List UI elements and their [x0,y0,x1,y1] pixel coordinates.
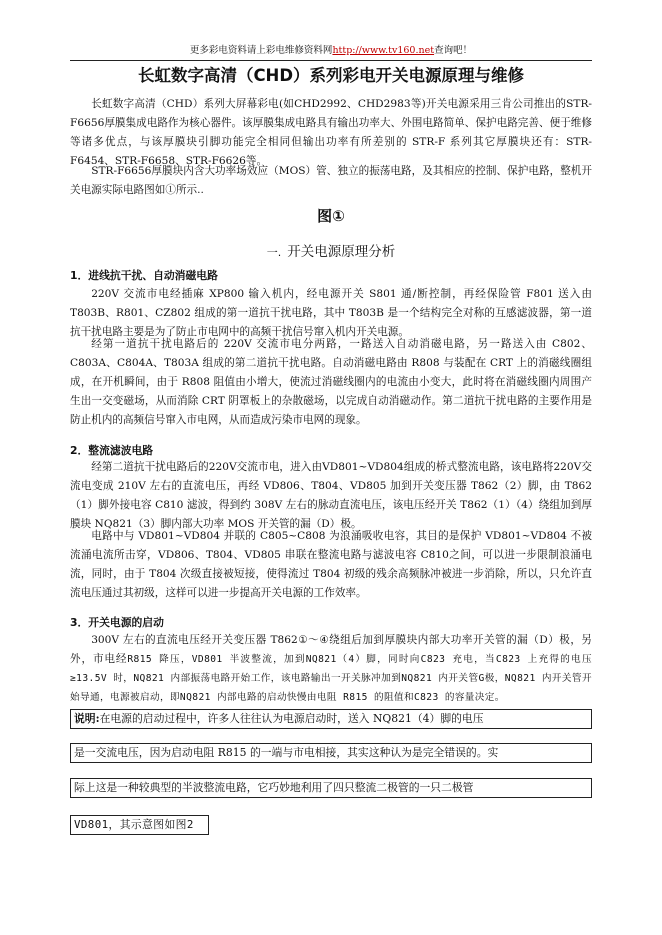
document-title: 长虹数字高清（CHD）系列彩电开关电源原理与维修 [137,66,525,85]
subsection-3-mono-text: R815 降压，VD801 半波整流，加到NQ821（4）脚，同时向C823 充电，当C823 上充得的电压≥13.5V 时，NQ821 内部振荡电路开始工作，该电路输出一开关脉冲加到NQ821 内开关管G极，NQ821 内开关管开始导通，电源被启动，即NQ821 内部电路的启动快慢由电阻 R815 的阻值和C823 的容量决定。 [70,654,592,703]
intro-paragraph-2: STR-F6656厚膜块内含大功率场效应（MOS）管、独立的振荡电路，及其相应的控制、保护电路，整机开关电源实际电路图如①所示.. [70,165,592,196]
top-banner [70,44,592,61]
subsection-2-paragraph-1: 经第二道抗干扰电路后的220V交流市电，进入由VD801~VD804组成的桥式整流电路，该电路将220V交流电变成 210V 左右的直流电压，再经 VD806、T804、VD805 加到开关变压器 T862（2）脚，由 T862（1）脚外接电容 C810 滤波，得到约 308V 左右的脉动直流电压，该电压经开关 T862（1）（4）绕组加到厚膜块 NQ821（3）脚内部大功率 MOS 开关管的漏（D）极。 [70,461,592,530]
banner-suffix: 查询吧！ [434,45,473,56]
subsection-2-paragraph-2: 电路中与 VD801~VD804 并联的 C805~C808 为浪涌吸收电容，其目的是保护 VD801~VD804 不被流涌电流所击穿，VD806、T804、VD805 串联在整流电路与滤波电容 C810之间，可以进一步限制浪涌电流，同时，由于 T804 次级直接被短接，使得流过 T804 初级的残余高频脉冲被进一步消除，所以，只允许直流电压通过其初级，这样可以进一步提高开关电源的工作效率。 [70,530,592,599]
intro-paragraph-1: 长虹数字高清（CHD）系列大屏幕彩电(如CHD2992、CHD2983等)开关电源采用三肯公司推出的STR-F6656厚膜集成电路作为核心器件。该厚膜集成电路具有输出功率大、外围电路简单、保护电路完善、便于维修等诸多优点，与该厚膜块引脚功能完全相同但输出功率有所差别的 STR-F 系列其它厚膜块还有：STR-F6454、STR-F6658、STR-F6626等。 [70,98,592,167]
subsection-1-paragraph-1: 220V 交流市电经插麻 XP800 输入机内，经电源开关 S801 通/断控制，再经保险管 F801 送入由T803B、R801、CZ802 组成的第一道抗干扰电路，其中 T803B 是一个结构完全对称的互感滤波器，第一道抗干扰电路主要是为了防止市电网中的高频干扰信号窜入机内开关电源。 [70,288,592,338]
note-line-2: 是一交流电压，因为启动电阻 R815 的一端与市电相接，其实这种认为是完全错误的。实 [70,743,592,763]
subsection-1-paragraph-2: 经第一道抗干扰电路后的 220V 交流市电分两路，一路送入自动消磁电路，另一路送入由 C802、C803A、C804A、T803A 组成的第二道抗干扰电路。自动消磁电路由 R808 与装配在 CRT 上的消磁线圈组成，在开机瞬间，由于 R808 阻值由小增大，使流过消磁线圈内的电流由小变大，此时将在消磁线圈内周围产生出一交变磁场，从而消除 CRT 阴罩板上的杂散磁场，以完成自动消磁动作。第二道抗干扰电路的主要作用是防止机内的高频信号窜入市电网，从而造成污染市电网的现象。 [70,338,592,426]
banner-link[interactable]: http://www.tv160.net [332,45,435,56]
banner-prefix: 更多彩电资料请上彩电维修资料网 [189,45,333,56]
subsection-3-text: 300V 左右的直流电压经开关变压器 T862①～④绕组后加到厚膜块内部大功率开关管的漏（D）极，另外，市电经 [70,634,592,665]
note-line-1 [70,709,592,729]
subsection-1-heading: 1．进线抗干扰、自动消磁电路 [70,269,218,282]
subsection-3-heading: 3．开关电源的启动 [70,616,164,629]
subsection-3-paragraph-1 [70,631,592,707]
section-title: 开关电源原理分析 [287,244,396,260]
note-line-3: 际上这是一种较典型的半波整流电路，它巧妙地利用了四只整流二极管的一只二极管 [70,778,592,798]
figure-label: 图① [317,207,345,225]
note-line-4: VD801，其示意图如图2 [70,815,209,835]
note-line-1-text: 在电源的启动过程中，许多人往往认为电源启动时，送入 NQ821（4）脚的电压 [99,712,484,725]
note-label: 说明: [74,712,100,725]
section-number: 一. [266,246,282,259]
subsection-2-heading: 2．整流滤波电路 [70,444,154,457]
section-heading [70,242,592,263]
